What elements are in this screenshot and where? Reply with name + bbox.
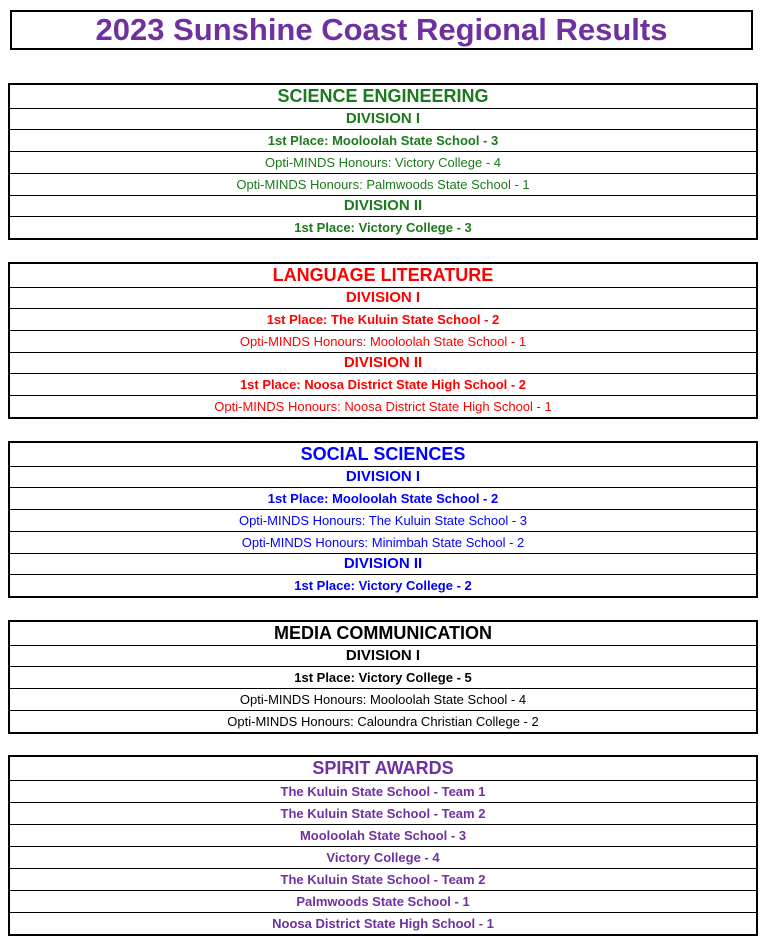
section-heading: SCIENCE ENGINEERING xyxy=(277,86,489,106)
page-title: 2023 Sunshine Coast Regional Results xyxy=(10,10,753,50)
first-place-row: 1st Place: Noosa District State High School - 2 xyxy=(10,373,756,395)
spirit-award-row: The Kuluin State School - Team 2 xyxy=(10,868,756,890)
section-spirit-awards xyxy=(8,755,758,936)
division-label: DIVISION II xyxy=(10,195,756,216)
division-label: DIVISION I xyxy=(10,287,756,308)
division-label: DIVISION I xyxy=(10,645,756,666)
honours-row: Opti-MINDS Honours: Minimbah State School - 2 xyxy=(10,531,756,553)
honours-row: Opti-MINDS Honours: The Kuluin State School - 3 xyxy=(10,509,756,531)
section-heading: SOCIAL SCIENCES xyxy=(300,444,466,464)
honours-row: Opti-MINDS Honours: Caloundra Christian College - 2 xyxy=(10,710,756,732)
spirit-award-row: Mooloolah State School - 3 xyxy=(10,824,756,846)
first-place-row: 1st Place: Victory College - 2 xyxy=(10,574,756,596)
first-place-row: 1st Place: Victory College - 3 xyxy=(10,216,756,238)
spirit-award-row: The Kuluin State School - Team 1 xyxy=(10,780,756,802)
spirit-award-row: Palmwoods State School - 1 xyxy=(10,890,756,912)
section-science-engineering xyxy=(8,83,758,240)
section-heading: MEDIA COMMUNICATION xyxy=(274,623,492,643)
first-place-row: 1st Place: The Kuluin State School - 2 xyxy=(10,308,756,330)
division-label: DIVISION I xyxy=(10,466,756,487)
first-place-row: 1st Place: Mooloolah State School - 2 xyxy=(10,487,756,509)
division-label: DIVISION II xyxy=(10,553,756,574)
spirit-award-row: Noosa District State High School - 1 xyxy=(10,912,756,934)
section-social-sciences xyxy=(8,441,758,598)
honours-row: Opti-MINDS Honours: Mooloolah State School - 4 xyxy=(10,688,756,710)
honours-row: Opti-MINDS Honours: Victory College - 4 xyxy=(10,151,756,173)
division-label: DIVISION II xyxy=(10,352,756,373)
honours-row: Opti-MINDS Honours: Palmwoods State School - 1 xyxy=(10,173,756,195)
first-place-row: 1st Place: Victory College - 5 xyxy=(10,666,756,688)
section-media-communication xyxy=(8,620,758,734)
honours-row: Opti-MINDS Honours: Mooloolah State School - 1 xyxy=(10,330,756,352)
section-heading: LANGUAGE LITERATURE xyxy=(272,265,494,285)
division-label: DIVISION I xyxy=(10,108,756,129)
spirit-award-row: Victory College - 4 xyxy=(10,846,756,868)
spirit-award-row: The Kuluin State School - Team 2 xyxy=(10,802,756,824)
section-heading: SPIRIT AWARDS xyxy=(312,758,454,778)
section-language-literature xyxy=(8,262,758,419)
honours-row: Opti-MINDS Honours: Noosa District State High School - 1 xyxy=(10,395,756,417)
first-place-row: 1st Place: Mooloolah State School - 3 xyxy=(10,129,756,151)
